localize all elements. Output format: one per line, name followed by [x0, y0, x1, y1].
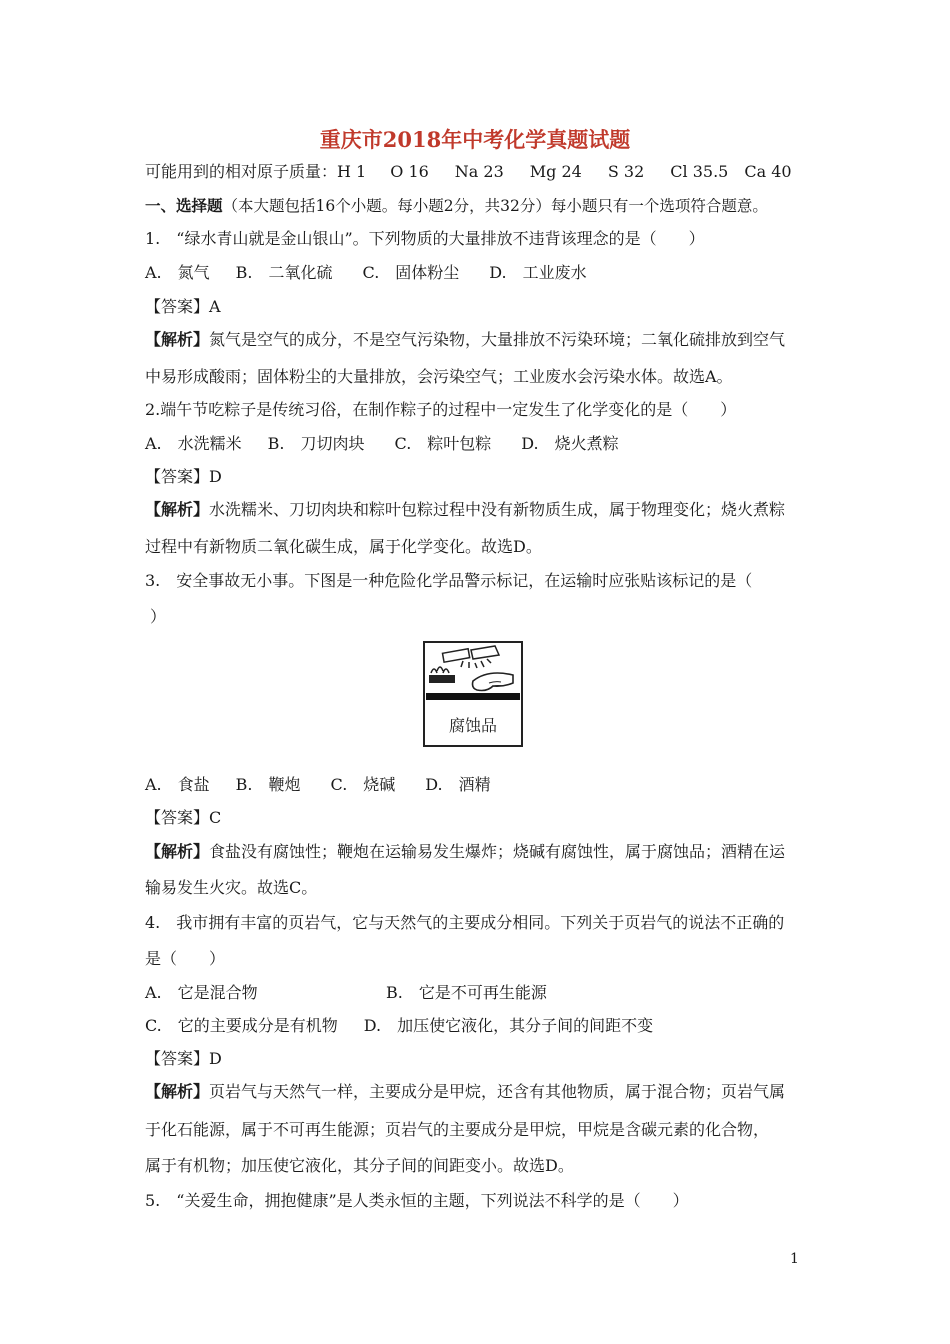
option-d: D. 工业废水: [489, 263, 587, 282]
question-2-answer: 【答案】D: [145, 467, 222, 486]
question-3-analysis-cont: 输易发生火灾。故选C。: [145, 878, 318, 897]
page-number: 1: [790, 1251, 799, 1267]
question-4-analysis-cont-2: 属于有机物；加压使它液化，其分子间的间距变小。故选D。: [145, 1156, 574, 1175]
atomic-mass-label: 可能用到的相对原子质量：: [145, 162, 338, 181]
hazard-sign-label: 腐蚀品: [448, 716, 498, 735]
option-c: C. 粽叶包粽: [394, 434, 492, 453]
analysis-text: 页岩气与天然气一样，主要成分是甲烷，还含有其他物质，属于混合物；页岩气属: [209, 1082, 786, 1101]
question-4-options-cd: [145, 1016, 653, 1036]
option-b: B. 刀切肉块: [267, 434, 365, 453]
question-4-analysis-cont: 于化石能源，属于不可再生能源；页岩气的主要成分是甲烷，甲烷是含碳元素的化合物，: [145, 1120, 770, 1139]
atomic-mass-item: Cl 35.5: [670, 162, 729, 181]
analysis-label: 【解析】: [145, 500, 210, 519]
question-2-analysis-cont: 过程中有新物质二氧化碳生成，属于化学变化。故选D。: [145, 537, 542, 556]
section-heading: 一、选择题: [145, 196, 223, 215]
option-c: C. 它的主要成分是有机物: [145, 1016, 338, 1035]
atomic-mass-item: S 32: [607, 162, 645, 181]
question-3-answer: 【答案】C: [145, 808, 222, 827]
option-d: D. 酒精: [425, 775, 491, 794]
question-3-options: [145, 775, 491, 795]
analysis-label: 【解析】: [145, 1082, 210, 1101]
option-a: A. 水洗糯米: [145, 434, 242, 453]
option-b: B. 二氧化硫: [235, 263, 333, 282]
question-3-analysis: [145, 842, 785, 862]
corrosive-hazard-sign: [423, 641, 523, 747]
question-2-stem: 2.端午节吃粽子是传统习俗，在制作粽子的过程中一定发生了化学变化的是（ ）: [145, 400, 737, 419]
atomic-mass-item: Ca 40: [744, 162, 792, 181]
option-c: C. 固体粉尘: [362, 263, 460, 282]
question-4-option-b: B. 它是不可再生能源: [386, 983, 547, 1002]
section-heading-line: [145, 196, 768, 216]
question-4-stem-cont: 是（ ）: [145, 949, 226, 968]
section-description: （本大题包括16个小题。每小题2分，共32分）每小题只有一个选项符合题意。: [222, 197, 768, 215]
question-5-stem: 5. “关爱生命，拥抱健康”是人类永恒的主题，下列说法不科学的是（ ）: [145, 1191, 689, 1210]
option-c: C. 烧碱: [330, 775, 396, 794]
atomic-mass-item: H 1: [337, 162, 367, 181]
question-3-stem: 3. 安全事故无小事。下图是一种危险化学品警示标记，在运输时应张贴该标记的是（: [145, 571, 753, 590]
atomic-mass-line: [145, 162, 792, 182]
question-4-answer: 【答案】D: [145, 1049, 222, 1068]
option-b: B. 鞭炮: [235, 775, 301, 794]
option-a: A. 食盐: [145, 775, 210, 794]
analysis-label: 【解析】: [145, 842, 210, 861]
question-3-stem-cont: ）: [150, 607, 167, 626]
question-2-analysis: [145, 500, 785, 520]
option-d: D. 加压使它液化，其分子间的间距不变: [363, 1016, 654, 1035]
option-a: A. 氮气: [145, 263, 210, 282]
analysis-label: 【解析】: [145, 330, 210, 349]
question-1-stem: 1. “绿水青山就是金山银山”。下列物质的大量排放不违背该理念的是（ ）: [145, 229, 705, 248]
atomic-mass-item: O 16: [390, 162, 429, 181]
page-title: 重庆市2018年中考化学真题试题: [319, 127, 631, 152]
option-d: D. 烧火煮粽: [521, 434, 619, 453]
atomic-mass-item: Mg 24: [529, 162, 582, 181]
question-1-answer: 【答案】A: [145, 297, 221, 316]
analysis-text: 水洗糯米、刀切肉块和粽叶包粽过程中没有新物质生成，属于物理变化；烧火煮粽: [209, 500, 786, 519]
analysis-text: 食盐没有腐蚀性；鞭炮在运输易发生爆炸；烧碱有腐蚀性，属于腐蚀品；酒精在运: [209, 842, 786, 861]
question-1-analysis-cont: 中易形成酸雨；固体粉尘的大量排放，会污染空气；工业废水会污染水体。故选A。: [145, 367, 733, 386]
question-2-options: [145, 434, 619, 454]
question-4-analysis: [145, 1082, 785, 1102]
question-1-options: [145, 263, 587, 283]
atomic-mass-item: Na 23: [454, 162, 504, 181]
analysis-text: 氮气是空气的成分，不是空气污染物，大量排放不污染环境；二氧化硫排放到空气: [209, 330, 786, 349]
question-4-stem: 4. 我市拥有丰富的页岩气，它与天然气的主要成分相同。下列关于页岩气的说法不正确的: [145, 913, 785, 932]
question-1-analysis: [145, 330, 785, 350]
question-4-option-a: A. 它是混合物: [145, 983, 258, 1002]
